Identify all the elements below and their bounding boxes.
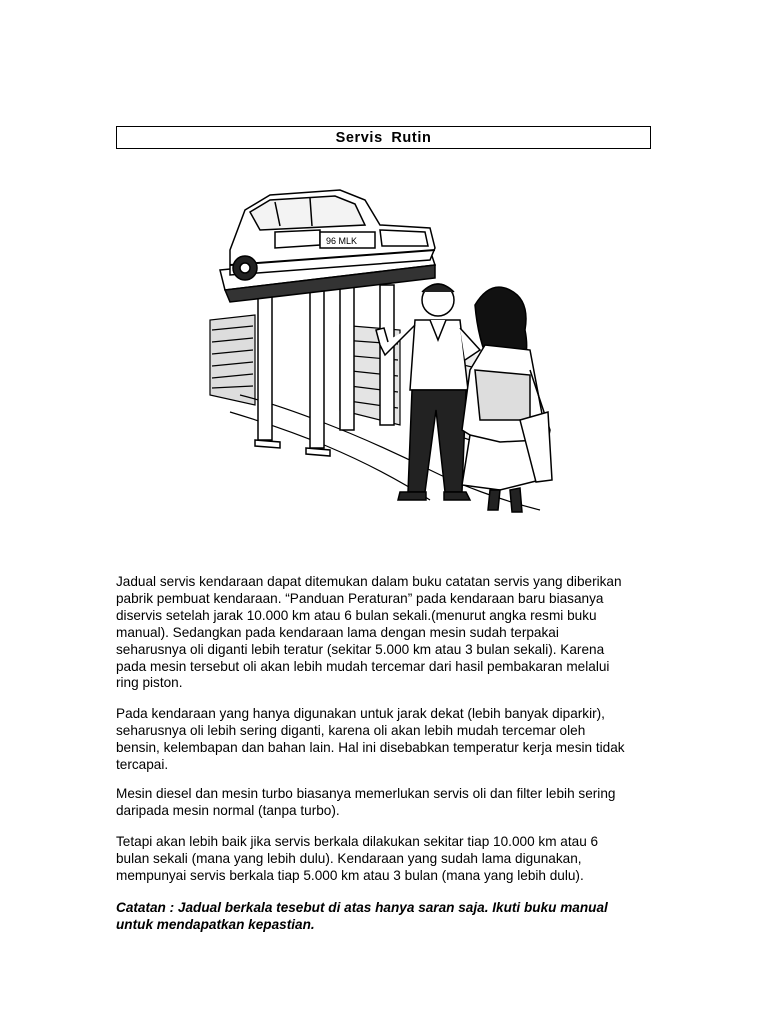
text-line: seharusnya oli lebih sering diganti, karena oli akan lebih mudah tercemar oleh (116, 722, 586, 738)
text-line: mempunyai servis berkala tiap 5.000 km atau 3 bulan (mana yang lebih dulu). (116, 867, 584, 883)
license-plate: 96 MLK (326, 236, 358, 246)
paragraph-3 (116, 786, 656, 820)
text-line: manual). Sedangkan pada kendaraan lama dengan mesin sudah terpakai (116, 624, 559, 640)
paragraph-4 (116, 834, 656, 885)
note-line: Catatan : Jadual berkala tesebut di atas hanya saran saja. Ikuti buku manual (116, 900, 608, 915)
mechanic-car-lift-illustration (200, 180, 570, 530)
text-line: daripada mesin normal (tanpa turbo). (116, 802, 340, 818)
text-line: bulan sekali (mana yang lebih dulu). Kendaraan yang sudah lama digunakan, (116, 850, 582, 866)
text-line: bensin, kelembapan dan bahan lain. Hal ini disebabkan temperatur kerja mesin tidak (116, 739, 625, 755)
text-line: ring piston. (116, 675, 183, 691)
text-line: Pada kendaraan yang hanya digunakan untuk jarak dekat (lebih banyak diparkir), (116, 706, 605, 721)
text-line: seharusnya oli diganti lebih teratur (sekitar 5.000 km atau 3 bulan sekali). Karena (116, 641, 605, 657)
text-line: Tetapi akan lebih baik jika servis berkala dilakukan sekitar tiap 10.000 km atau 6 (116, 834, 599, 849)
text-line: tercapai. (116, 756, 169, 772)
paragraph-2 (116, 706, 656, 774)
text-line: pabrik pembuat kendaraan. “Panduan Peraturan” pada kendaraan baru biasanya (116, 590, 604, 606)
note-line: untuk mendapatkan kepastian. (116, 916, 315, 932)
text-line: Jadual servis kendaraan dapat ditemukan dalam buku catatan servis yang diberikan (116, 574, 622, 589)
text-line: Mesin diesel dan mesin turbo biasanya memerlukan servis oli dan filter lebih sering (116, 786, 616, 801)
document-title: Servis Rutin (116, 126, 651, 149)
paragraph-1 (116, 574, 656, 692)
text-line: diservis setelah jarak 10.000 km atau 6 bulan sekali.(menurut angka resmi buku (116, 607, 597, 623)
text-line: pada mesin tersebut oli akan lebih mudah tercemar dari hasil pembakaran melalui (116, 658, 610, 674)
note-paragraph (116, 900, 656, 934)
